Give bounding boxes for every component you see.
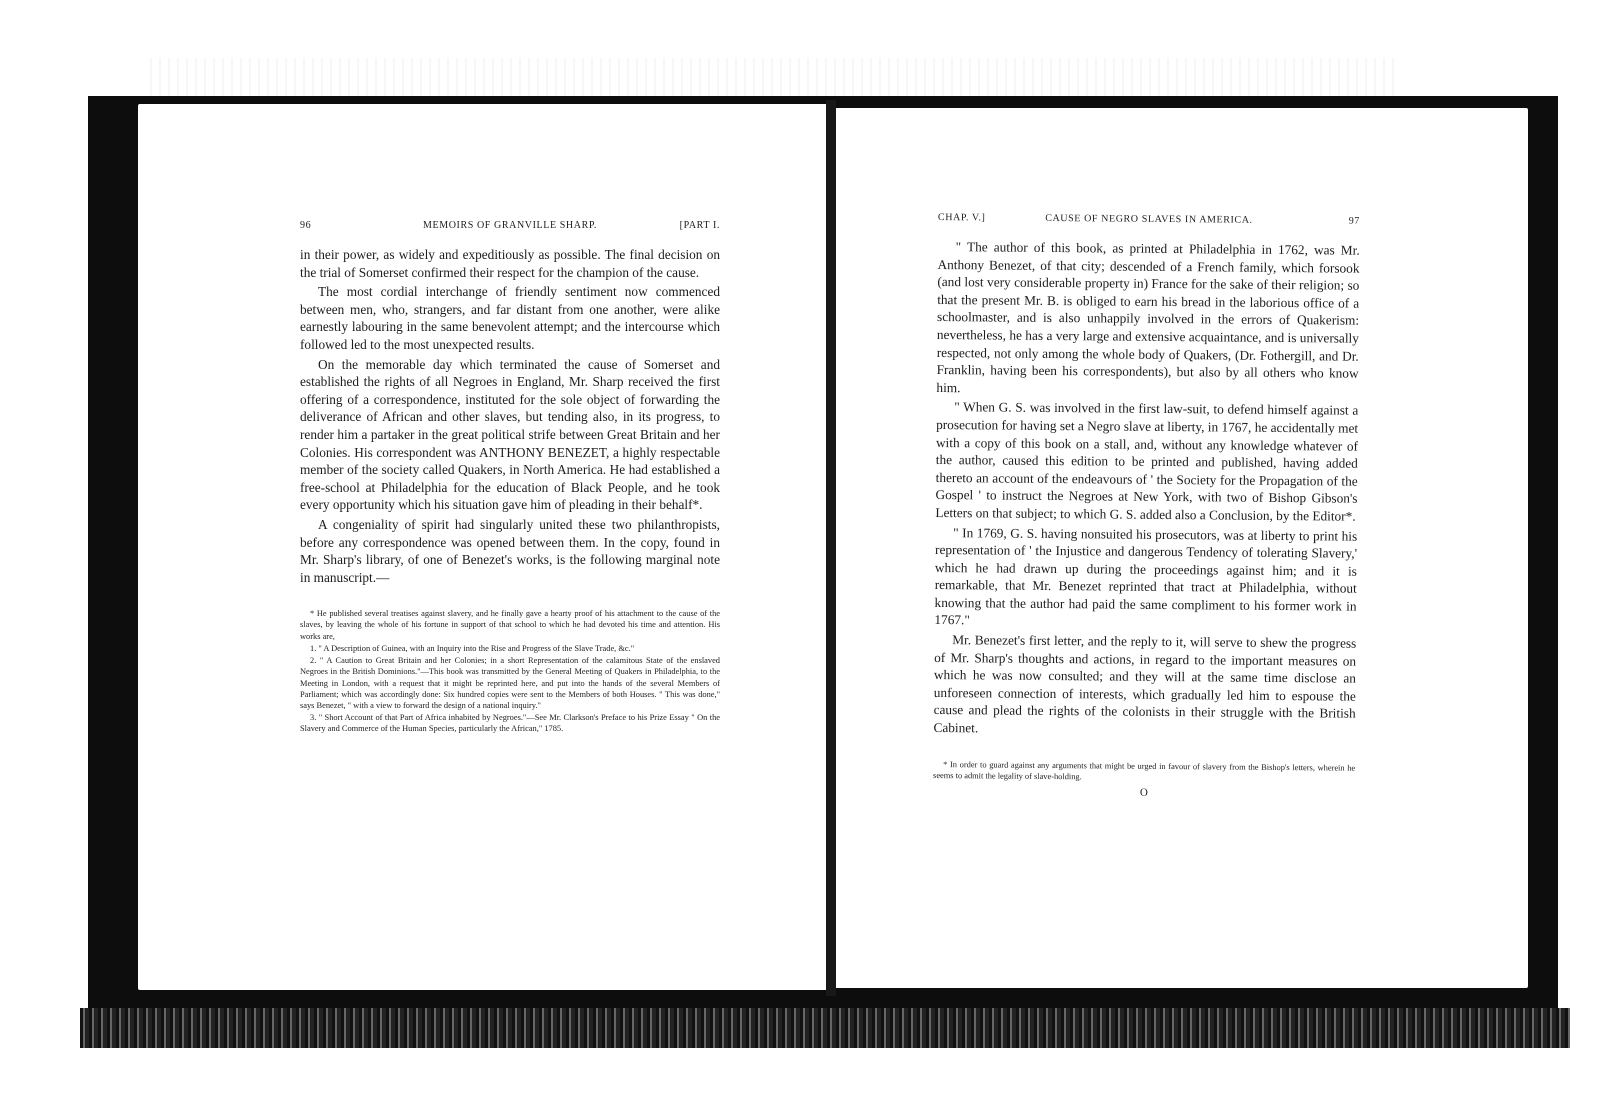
left-running-title: MEMOIRS OF GRANVILLE SHARP.	[423, 220, 597, 231]
left-part-label: [PART I.	[679, 220, 720, 231]
left-running-head	[300, 220, 720, 238]
right-chapter-label: CHAP. V.]	[937, 212, 986, 224]
paragraph: Mr. Benezet's first letter, and the reply to it, will serve to shew the progress of Mr. Sharp's thoughts and actions, in regard to the important measures on which he was now consulted; and they will at the same time disclose an unforeseen connection of interests, which gradually led him to espouse the cause and plead the rights of the colonists in their struggle with the British Cabinet.	[933, 632, 1357, 736]
left-body-text	[300, 246, 720, 586]
right-running-title: CAUSE OF NEGRO SLAVES IN AMERICA.	[1045, 212, 1253, 226]
paragraph: in their power, as widely and expeditiously as possible. The final decision on the trial of Somerset confirmed their respect for the champion of the cause.	[300, 247, 720, 280]
right-running-head	[938, 212, 1360, 234]
footnote: * He published several treatises against slavery, and he finally gave a hearty proof of his attachment to the cause of the slaves, by leaving the whole of his fortune in support of that school to which he had devoted his time and attention. His works are,	[300, 609, 720, 641]
left-footnotes	[300, 608, 720, 734]
left-page-number: 96	[300, 220, 312, 231]
right-body-text	[933, 238, 1359, 740]
footnote: 1. " A Description of Guinea, with an Inquiry into the Rise and Progress of the Slave Trade, &c."	[310, 643, 635, 653]
paragraph: A congeniality of spirit had singularly united these two philanthropists, before any correspondence was opened between them. In the copy, found in Mr. Sharp's library, of one of Benezet's works, is the following marginal note in manuscript.—	[300, 516, 720, 585]
footnote: 2. " A Caution to Great Britain and her Colonies; in a short Representation of the calamitous State of the enslaved Negroes in the British Dominions."—This book was transmitted by the General Meeting of Quakers in Philadelphia, to the Meeting in London, with a request that it might be reprinted here, and put into the hands of the several Members of Parliament; which was accordingly done: Six hundred copies were sent to the Members of both Houses. " This was done," says Benezet, " with a view to forward the design of a national inquiry."	[300, 656, 720, 710]
paragraph: The most cordial interchange of friendly sentiment now commenced between men, who, strangers, and far distant from one another, were alike earnestly labouring in the same benevolent attempt; and the intercourse which followed led to the most unexpected results.	[300, 284, 720, 352]
footnote: * In order to guard against any arguments that might be urged in favour of slavery from the Bishop's letters, wherein he seems to admit the legality of slave-holding.	[933, 759, 1356, 782]
scan-noise	[150, 58, 1400, 98]
right-footnotes	[933, 759, 1355, 785]
left-page-content	[300, 220, 720, 736]
footnote: 3. " Short Account of that Part of Africa inhabited by Negroes."—See Mr. Clarkson's Preface to his Prize Essay " On the Slavery and Commerce of the Human Species, particularly the African," 1785.	[300, 713, 720, 734]
book-bottom-edge	[80, 1008, 1570, 1048]
paragraph: " The author of this book, as printed at Philadelphia in 1762, was Mr. Anthony Benezet, of that city; descended of a French family, which forsook (and lost very considerable property in) France for the sake of their religion; so that the present Mr. B. is obliged to earn his bread in the laborious office of a schoolmaster, and is also unhappily involved in the errors of Quakerism: nevertheless, he has a very large and extensive acquaintance, and is universally respected, not only among the whole body of Quakers, (Dr. Fothergill, and Dr. Franklin, having been his correspondents), but also by all others who know him.	[936, 239, 1360, 395]
paragraph: " When G. S. was involved in the first law-suit, to defend himself against a prosecution for having set a Negro slave at liberty, in 1767, he accidentally met with a copy of this book on a stall, and, without any knowledge whatever of the author, caused this edition to be printed and published, having added thereto an account of the endeavours of ' the Society for the Propagation of the Gospel ' to instruct the Negroes at New York, with two of Bishop Gibson's Letters on that subject; to which G. S. added also a Conclusion, by the Editor*.	[935, 399, 1359, 524]
right-page-content	[933, 212, 1360, 801]
paragraph: " In 1769, G. S. having nonsuited his prosecutors, was at liberty to print his representation of ' the Injustice and dangerous Tendency of tolerating Slavery,' which he had drawn up during the proceedings against him; and it is remarkable, that Mr. Benezet reprinted that tract at Philadelphia, without knowing that the author had paid the same compliment to his former work in 1767."	[934, 524, 1358, 628]
signature-mark: O	[1139, 786, 1148, 799]
paragraph: On the memorable day which terminated the cause of Somerset and established the rights of all Negroes in England, Mr. Sharp received the first offering of a correspondence, instituted for the sole object of forwarding the deliverance of African and other slaves, but tending also, in its progress, to render him a partaker in the great political strife between Great Britain and her Colonies. His correspondent was ANTHONY BENEZET, a highly respectable member of the society called Quakers, in North America. He had established a free-school at Philadelphia for the education of Black People, and he took every opportunity which his situation gave him of pleading in their behalf*.	[300, 356, 720, 513]
right-page-number: 97	[1348, 215, 1360, 227]
book-gutter	[826, 100, 836, 996]
